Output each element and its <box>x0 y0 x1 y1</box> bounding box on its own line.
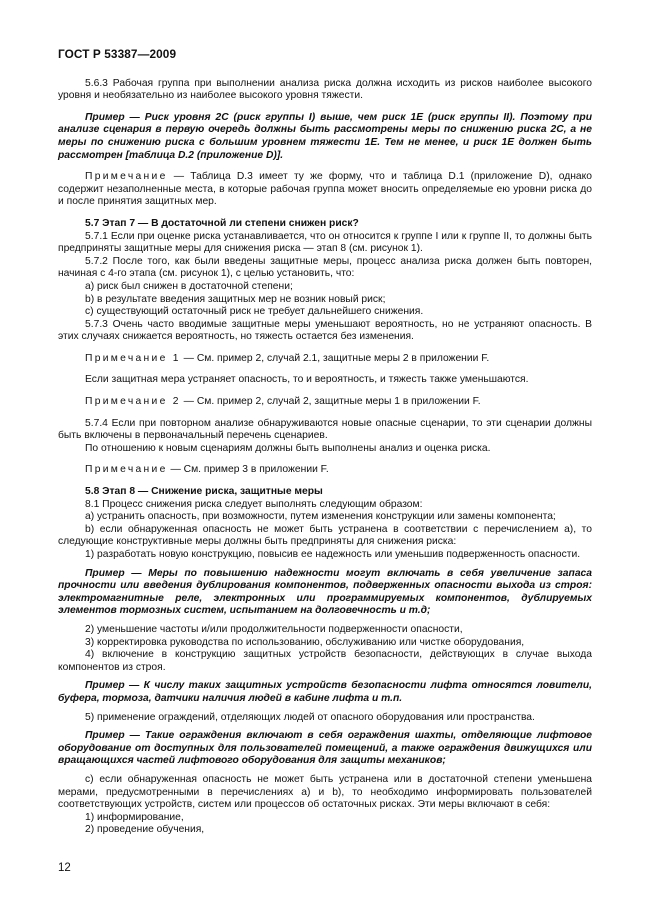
list-item-b-3: 3) корректировка руководства по использованию, обслуживанию или чистке оборудования, <box>85 636 525 648</box>
page-content <box>58 48 592 837</box>
example-reliability: Пример — Меры по повышению надежности могут включать в себя увеличение запаса прочности или введения дублирования компонентов, подверженных опасности выхода из строя: электромагнитные реле, электронных или программируемых компонентов, дублируемых элементов тормозных систем, испытанием на долговечность и т.д; <box>58 567 592 617</box>
section-heading-5-7: 5.7 Этап 7 — В достаточной ли степени снижен риск? <box>85 217 359 229</box>
paragraph-5-7-1: 5.7.1 Если при оценке риска устанавливается, что он относится к группе I или к группе II, то должны быть предприняты защитные меры для снижения риска — этап 8 (см. рисунок 1). <box>58 230 592 255</box>
paragraph-5-7-3: 5.7.3 Очень часто вводимые защитные меры уменьшают вероятность, но не устраняют опасность. В этих случаях снижается вероятность, но тяжесть остается без изменения. <box>58 318 592 343</box>
section-heading-5-8: 5.8 Этап 8 — Снижение риска, защитные меры <box>85 486 323 498</box>
note-label: Примечание <box>85 464 168 476</box>
list-item-b-2: 2) уменьшение частоты и/или продолжительности подверженности опасности, <box>85 623 463 635</box>
paragraph-8-1: 8.1 Процесс снижения риска следует выполнять следующим образом: <box>85 498 423 510</box>
example-risk-levels: Пример — Риск уровня 2С (риск группы I) выше, чем риск 1Е (риск группы II). Поэтому при анализе сценария в первую очередь должны быть рассмотрены меры по снижению риска 2С, а не меры по снижению риска с большим уровнем тяжести 1Е. Тем не менее, и риск 1Е должен быть рассмотрен [таблица D.2 (приложение D)]. <box>58 111 592 161</box>
paragraph-5-6-3: 5.6.3 Рабочая группа при выполнении анализа риска должна исходить из рисков наиболее высокого уровня и необязательно из наиболее высокого уровня тяжести. <box>58 77 592 102</box>
example-safety-devices: Пример — К числу таких защитных устройств безопасности лифта относятся ловители, буфера, тормоза, датчики наличия людей в кабине лифта и т.п. <box>58 680 592 704</box>
paragraph-elimination: Если защитная мера устраняет опасность, то и вероятность, и тяжесть также уменьшаются. <box>85 374 529 386</box>
list-item-b: b) в результате введения защитных мер не возник новый риск; <box>85 293 386 305</box>
note-example-3 <box>58 464 592 477</box>
list-item-c: c) существующий остаточный риск не требует дальнейшего снижения. <box>85 306 424 318</box>
note-label: Примечание 2 <box>85 396 181 408</box>
list-item-c-2: 2) проведение обучения, <box>85 824 205 836</box>
page-number: 12 <box>58 862 71 874</box>
document-header: ГОСТ Р 53387—2009 <box>58 47 177 61</box>
note-label: Примечание 1 <box>85 352 181 364</box>
note-text: — Таблица D.3 имеет ту же форму, что и таблица D.1 (приложение D), однако содержит незаполненные места, в которые рабочая группа может вносить определяемые ею уровни риска до и после принятия защитных мер. <box>58 171 592 208</box>
note-2 <box>58 396 592 409</box>
note-label: Примечание <box>85 171 168 183</box>
list-item-b-5: 5) применение ограждений, отделяющих людей от опасного оборудования или пространства. <box>85 711 535 723</box>
note-text: — См. пример 2, случай 2, защитные меры 1 в приложении F. <box>180 396 481 408</box>
note-table-d3 <box>58 171 592 209</box>
list-item-b: b) если обнаруженная опасность не может быть устранена в соответствии с перечислением а), то следующие конструктивные меры должны быть предприняты для снижения риска: <box>58 523 592 548</box>
paragraph-5-7-4: 5.7.4 Если при повторном анализе обнаруживаются новые опасные сценарии, то эти сценарии должны быть включены в первоначальный перечень сценариев. <box>58 417 592 442</box>
note-1 <box>58 353 592 366</box>
note-text: — См. пример 2, случай 2.1, защитные меры 2 в приложении F. <box>180 352 490 364</box>
list-item-c-1: 1) информирование, <box>85 811 184 823</box>
paragraph-5-7-2: 5.7.2 После того, как были введены защитные меры, процесс анализа риска должен быть повторен, начиная с 4-го этапа (см. рисунок 1), с целью установить, что: <box>58 255 592 280</box>
example-guards: Пример — Такие ограждения включают в себя ограждения шахты, отделяющие лифтовое оборудование от доступных для пользователей помещений, а также ограждения движущихся или вращающихся частей лифтового оборудования для защиты механиков; <box>58 730 592 767</box>
list-item-b-4: 4) включение в конструкцию защитных устройств безопасности, действующих в случае выхода компонентов из строя. <box>58 649 592 673</box>
list-item-c: c) если обнаруженная опасность не может быть устранена или в достаточной степени уменьшена мерами, предусмотренными в перечислениях а) и b), то необходимо информировать пользователей соответствующих устройств, систем или процессов об остаточных рисках. Эти меры включают в себя: <box>58 773 592 811</box>
list-item-a: а) устранить опасность, при возможности, путем изменения конструкции или замены компонента; <box>85 511 556 523</box>
note-text: — См. пример 3 в приложении F. <box>167 464 329 476</box>
paragraph-new-scenarios: По отношению к новым сценариям должны быть выполнены анализ и оценка риска. <box>85 442 491 454</box>
list-item-b-1: 1) разработать новую конструкцию, повысив ее надежность или уменьшив подверженность опасности. <box>85 549 581 560</box>
list-item-a: a) риск был снижен в достаточной степени; <box>85 280 293 292</box>
